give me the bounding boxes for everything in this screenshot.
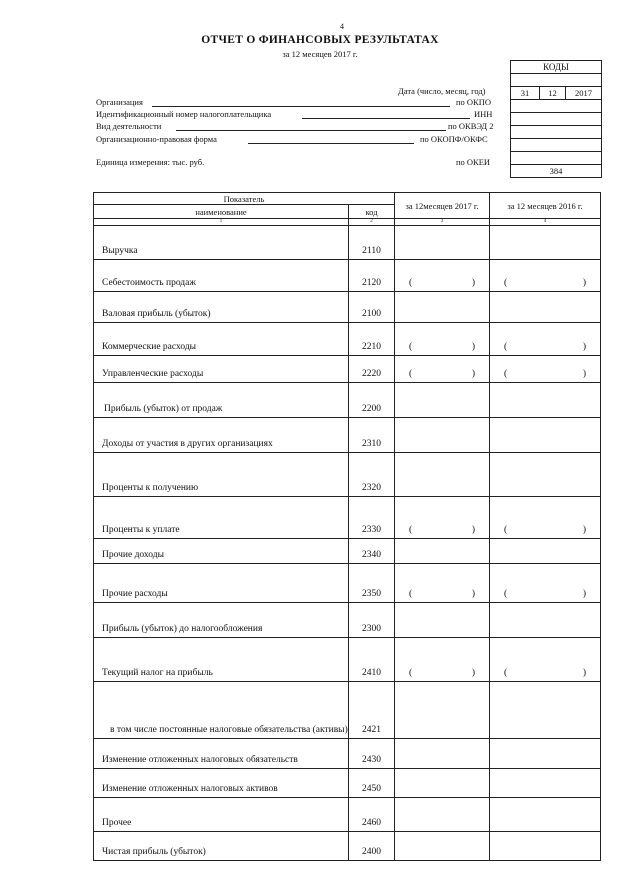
value-previous [490,497,601,539]
okpo-cell [511,100,601,113]
value-current [395,356,490,383]
value-previous [490,226,601,260]
paren-close: ) [471,278,475,288]
negative-value-brackets [490,342,600,352]
negative-value-brackets [490,589,600,599]
row-code: 2330 [349,497,395,539]
paren-open: ( [409,278,413,288]
inn-cell [511,113,601,126]
okfs-cell [511,152,601,165]
value-previous [490,682,601,739]
okved-label: по ОКВЭД 2 [448,121,494,131]
value-current [395,739,490,769]
okopf-label: по ОКОПФ/ОКФС [420,134,488,144]
row-code: 2200 [349,383,395,418]
value-current [395,539,490,564]
row-code: 2400 [349,832,395,861]
col-current-header: за 12месяцев 2017 г. [395,193,490,219]
paren-close: ) [471,589,475,599]
value-current [395,564,490,603]
col-num-1: 1 [94,219,349,226]
row-code: 2421 [349,682,395,739]
table-row [94,383,601,418]
row-name: Управленческие расходы [94,356,349,383]
org-line [152,106,450,107]
row-name: в том числе постоянные налоговые обязательства (активы) [94,682,349,739]
row-name: Коммерческие расходы [94,323,349,356]
negative-value-brackets [490,525,600,535]
indicator-header: Показатель [94,193,395,205]
value-previous [490,564,601,603]
row-name: Выручка [94,226,349,260]
table-row [94,497,601,539]
negative-value-brackets [395,278,489,288]
value-current [395,453,490,497]
date-month: 12 [539,87,565,99]
row-code: 2100 [349,292,395,323]
activity-line [176,130,446,131]
row-name: Изменение отложенных налоговых обязательств [94,739,349,769]
row-code: 2300 [349,603,395,638]
value-previous [490,356,601,383]
paren-open: ( [504,525,508,535]
legal-form-line [248,143,414,144]
value-current [395,497,490,539]
value-previous [490,539,601,564]
paren-open: ( [409,525,413,535]
name-header: наименование [94,205,349,219]
value-current [395,603,490,638]
report-title: ОТЧЕТ О ФИНАНСОВЫХ РЕЗУЛЬТАТАХ [201,34,439,46]
col-num-3: 3 [395,219,490,226]
row-code: 2320 [349,453,395,497]
value-previous [490,323,601,356]
okei-cell: 384 [511,165,601,178]
value-previous [490,418,601,453]
okud-cell [511,74,601,87]
table-row [94,603,601,638]
table-row [94,682,601,739]
codes-header: КОДЫ [511,61,601,74]
row-code: 2460 [349,798,395,832]
report-period: за 12 месяцев 2017 г. [282,49,358,59]
negative-value-brackets [395,589,489,599]
table-row [94,418,601,453]
row-code: 2220 [349,356,395,383]
paren-open: ( [504,668,508,678]
table-row [94,539,601,564]
row-code: 2350 [349,564,395,603]
value-current [395,226,490,260]
negative-value-brackets [395,369,489,379]
row-code: 2210 [349,323,395,356]
col-previous-header: за 12 месяцев 2016 г. [490,193,601,219]
value-previous [490,453,601,497]
value-previous [490,739,601,769]
okved-cell [511,126,601,139]
org-label: Организация [96,97,143,107]
code-header: код [349,205,395,219]
row-name: Валовая прибыль (убыток) [94,292,349,323]
row-name: Прибыль (убыток) до налогообложения [94,603,349,638]
okpo-label: по ОКПО [456,97,492,107]
row-name: Изменение отложенных налоговых активов [94,769,349,798]
inn-line [302,118,470,119]
table-row [94,356,601,383]
value-previous [490,638,601,682]
value-current [395,418,490,453]
activity-label: Вид деятельности [96,121,162,131]
negative-value-brackets [395,668,489,678]
table-row [94,453,601,497]
negative-value-brackets [490,369,600,379]
table-row [94,564,601,603]
table-row [94,323,601,356]
row-name: Проценты к получению [94,453,349,497]
paren-open: ( [409,342,413,352]
paren-close: ) [471,369,475,379]
paren-close: ) [582,278,586,288]
value-previous [490,292,601,323]
value-previous [490,383,601,418]
inn-label: Идентификационный номер налогоплательщика [96,109,272,119]
value-previous [490,798,601,832]
financial-results-table [93,192,601,861]
row-name: Проценты к уплате [94,497,349,539]
paren-open: ( [409,369,413,379]
col-num-2: 2 [349,219,395,226]
row-name: Текущий налог на прибыль [94,638,349,682]
table-row [94,260,601,292]
row-name: Прочие доходы [94,539,349,564]
unit-label: Единица измерения: тыс. руб. [96,157,205,167]
row-code: 2340 [349,539,395,564]
paren-close: ) [471,525,475,535]
okei-label: по ОКЕИ [456,157,491,167]
date-year: 2017 [565,87,601,99]
paren-open: ( [504,342,508,352]
codes-box [510,60,602,178]
paren-open: ( [504,589,508,599]
value-current [395,383,490,418]
row-name: Прибыль (убыток) от продаж [94,383,349,418]
table-row [94,832,601,861]
table-row [94,226,601,260]
value-previous [490,603,601,638]
value-current [395,682,490,739]
paren-close: ) [582,525,586,535]
value-current [395,638,490,682]
row-code: 2110 [349,226,395,260]
table-row [94,798,601,832]
row-name: Прочие расходы [94,564,349,603]
col-num-4: 4 [490,219,601,226]
legal-form-label: Организационно-правовая форма [96,134,217,144]
page-number: 4 [340,22,344,31]
row-name: Чистая прибыль (убыток) [94,832,349,861]
date-label: Дата (число, месяц, год) [398,86,486,96]
row-code: 2410 [349,638,395,682]
paren-close: ) [582,589,586,599]
value-current [395,292,490,323]
value-current [395,260,490,292]
table-row [94,739,601,769]
value-previous [490,832,601,861]
negative-value-brackets [490,278,600,288]
value-current [395,323,490,356]
date-day: 31 [520,88,530,98]
table-row [94,769,601,798]
negative-value-brackets [490,668,600,678]
negative-value-brackets [395,525,489,535]
row-code: 2450 [349,769,395,798]
paren-open: ( [409,668,413,678]
paren-close: ) [471,342,475,352]
paren-close: ) [471,668,475,678]
value-current [395,832,490,861]
row-name: Доходы от участия в других организациях [94,418,349,453]
row-code: 2430 [349,739,395,769]
value-previous [490,260,601,292]
paren-open: ( [504,278,508,288]
date-cells [511,87,601,100]
okopf-cell [511,139,601,152]
table-row [94,292,601,323]
paren-open: ( [504,369,508,379]
inn-code-label: ИНН [474,109,493,119]
table-row [94,638,601,682]
paren-close: ) [582,668,586,678]
paren-open: ( [409,589,413,599]
value-current [395,798,490,832]
paren-close: ) [582,369,586,379]
row-code: 2120 [349,260,395,292]
value-current [395,769,490,798]
negative-value-brackets [395,342,489,352]
value-previous [490,769,601,798]
row-code: 2310 [349,418,395,453]
paren-close: ) [582,342,586,352]
row-name: Себестоимость продаж [94,260,349,292]
row-name: Прочее [94,798,349,832]
